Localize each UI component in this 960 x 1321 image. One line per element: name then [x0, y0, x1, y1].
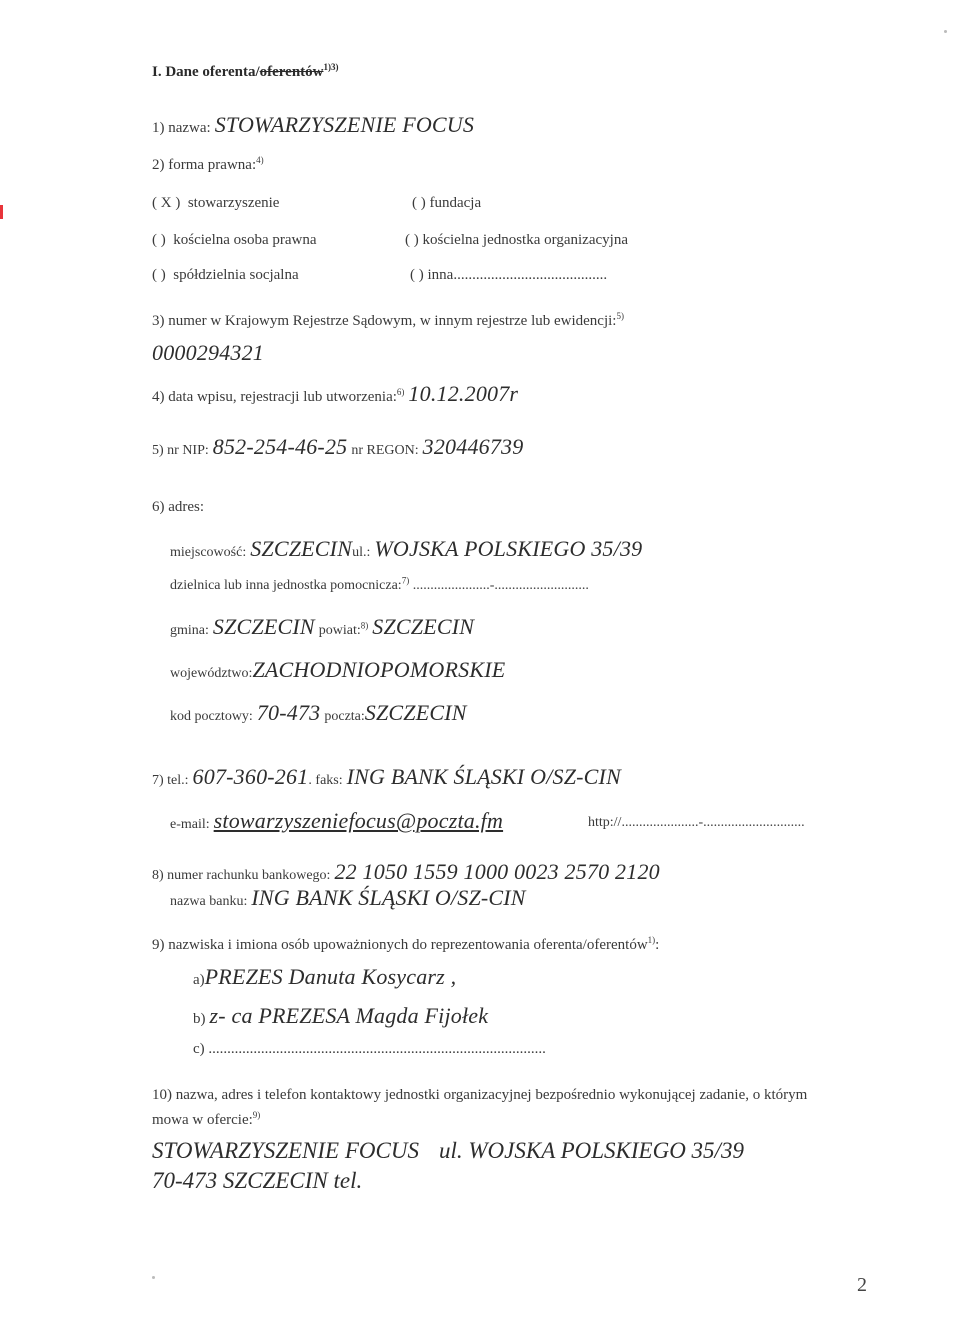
- email-label: e-mail:: [170, 817, 210, 832]
- unit-name: STOWARZYSZENIE FOCUS: [152, 1138, 419, 1163]
- nip-value: 852-254-46-25: [212, 434, 348, 459]
- district-value: ......................-...........................: [412, 578, 589, 593]
- scan-edge-mark: [0, 205, 3, 219]
- unit-label-line2: mowa w ofercie:$^{9)}$: [152, 1110, 261, 1128]
- name-label: 1) nazwa:: [152, 120, 211, 136]
- unit-label-line1: 10) nazwa, adres i telefon kontaktowy jednostki organizacyjnej bezpośrednio wykonującej zadanie, o którym: [152, 1087, 808, 1103]
- scan-dust: [152, 1276, 155, 1279]
- section-title: I. Dane oferenta/oferentów$^{1)3)}$: [152, 62, 339, 80]
- fax-value: ING BANK ŚLĄSKI O/SZ-CIN: [346, 764, 621, 789]
- city-label: miejscowość:: [170, 545, 247, 560]
- unit-street: ul. WOJSKA POLSKIEGO 35/39: [439, 1138, 744, 1163]
- field-email: [170, 808, 503, 834]
- regon-value: 320446739: [422, 434, 524, 459]
- city-value: SZCZECIN: [250, 536, 353, 561]
- legal-form-label: 2) forma prawna:$^{4)}$: [152, 155, 264, 173]
- option-spoldzielnia: ( ) spółdzielnia socjalna: [152, 267, 299, 283]
- http-label: http://: [588, 815, 622, 830]
- name-value: STOWARZYSZENIE FOCUS: [214, 112, 475, 137]
- unit-city-tel: 70-473 SZCZECIN tel.: [152, 1168, 363, 1193]
- representative-a-name: PREZES Danuta Kosycarz ,: [204, 964, 457, 989]
- fax-label: . faks:: [308, 773, 343, 788]
- address-label: 6) adres:: [152, 499, 205, 515]
- street-value: WOJSKA POLSKIEGO 35/39: [374, 536, 643, 561]
- powiat-value: SZCZECIN: [372, 614, 475, 639]
- krs-label: 3) numer w Krajowym Rejestrze Sądowym, w innym rejestrze lub ewidencji:$^{5)}$: [152, 311, 624, 329]
- district-label: dzielnica lub inna jednostka pomocnicza:: [170, 578, 402, 593]
- representative-c-blank: ..........................................................................................: [208, 1041, 546, 1057]
- bank-name-label: nazwa banku:: [170, 894, 248, 909]
- representative-b: b) z- ca PREZESA Magda Fijołek: [193, 1003, 489, 1028]
- field-city-street: [170, 536, 642, 562]
- field-tel-fax: [152, 764, 621, 790]
- field-name: [152, 112, 474, 138]
- field-wojewodztwo: [170, 657, 505, 683]
- registration-date-value: 10.12.2007r: [408, 381, 519, 406]
- tel-value: 607-360-261: [192, 764, 309, 789]
- wojewodztwo-value: ZACHODNIOPOMORSKIE: [252, 657, 506, 682]
- post-office-label: poczta:: [324, 709, 365, 724]
- field-bank-name: [170, 885, 526, 911]
- krs-value: 0000294321: [152, 340, 264, 365]
- nip-label: 5) nr NIP:: [152, 443, 209, 458]
- bank-name-value: ING BANK ŚLĄSKI O/SZ-CIN: [251, 885, 526, 910]
- representative-c: c) ..........................................................................................: [193, 1041, 546, 1057]
- post-office-value: SZCZECIN: [364, 700, 467, 725]
- registration-date-label: 4) data wpisu, rejestracji lub utworzenia:$^{6)}$: [152, 387, 405, 405]
- option-koscielna-osoba: ( ) kościelna osoba prawna: [152, 232, 317, 248]
- email-value: stowarzyszeniefocus@poczta.fm: [213, 808, 504, 833]
- option-koscielna-jednostka: ( ) kościelna jednostka organizacyjna: [405, 232, 628, 248]
- field-http: [588, 815, 805, 831]
- representative-b-name: z- ca PREZESA Magda Fijołek: [209, 1003, 489, 1028]
- representative-a: a)PREZES Danuta Kosycarz ,: [193, 964, 457, 989]
- option-stowarzyszenie: ( X ) stowarzyszenie: [152, 195, 280, 211]
- street-label: ul.:: [352, 545, 371, 560]
- option-inna: ( ) inna.........................................: [410, 267, 608, 283]
- field-registration-date: [152, 381, 518, 407]
- account-value: 22 1050 1559 1000 0023 2570 2120: [334, 859, 660, 884]
- regon-label: nr REGON:: [351, 443, 419, 458]
- powiat-label: powiat:$^{8)}$: [318, 620, 369, 638]
- field-nip-regon: [152, 434, 523, 460]
- field-account: [152, 859, 660, 885]
- postal-code-value: 70-473: [256, 700, 321, 725]
- scan-dust: [944, 30, 947, 33]
- http-value: ......................-.............................: [621, 815, 805, 830]
- option-fundacja: ( ) fundacja: [412, 195, 482, 211]
- tel-label: 7) tel.:: [152, 773, 189, 788]
- field-postal: [170, 700, 467, 726]
- field-district: dzielnica lub inna jednostka pomocnicza:$^{7)}$ ......................-...........................: [170, 575, 589, 593]
- postal-code-label: kod pocztowy:: [170, 709, 253, 724]
- gmina-value: SZCZECIN: [212, 614, 315, 639]
- gmina-label: gmina:: [170, 623, 209, 638]
- representatives-label: 9) nazwiska i imiona osób upoważnionych do reprezentowania oferenta/oferentów$^{1)}$:: [152, 935, 660, 953]
- wojewodztwo-label: województwo:: [170, 666, 253, 681]
- account-label: 8) numer rachunku bankowego:: [152, 868, 331, 883]
- page-number: 2: [857, 1274, 867, 1296]
- field-gmina-powiat: [170, 614, 474, 640]
- struck-text: oferentów: [259, 64, 324, 80]
